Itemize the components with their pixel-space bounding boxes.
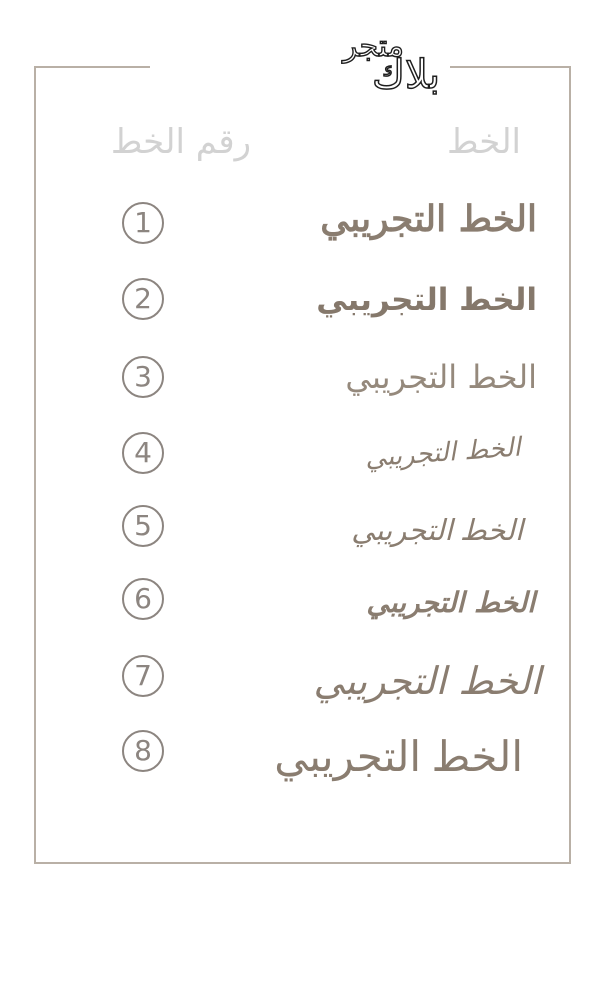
font-number-badge: 7 [122, 655, 164, 697]
logo-word-name: بلاك [372, 52, 440, 98]
font-sample-1: الخط التجريبي [320, 198, 537, 240]
font-sample-6: الخط التجريبي [366, 586, 535, 619]
font-sample-7: الخط التجريبي [313, 659, 541, 703]
font-number-badge: 2 [122, 278, 164, 320]
font-column-header: الخط [446, 122, 521, 162]
font-number-badge: 3 [122, 356, 164, 398]
font-number-badge: 1 [122, 202, 164, 244]
font-sample-4: الخط التجريبي [364, 432, 522, 474]
font-number-badge: 5 [122, 505, 164, 547]
store-logo [150, 28, 450, 96]
font-sample-3: الخط التجريبي [345, 358, 537, 396]
font-sample-2: الخط التجريبي [316, 282, 537, 318]
number-column-header: رقم الخط [110, 122, 251, 162]
font-number-badge: 6 [122, 578, 164, 620]
font-sample-5: الخط التجريبي [351, 515, 523, 547]
logo-word-store: متجر [342, 29, 404, 64]
font-number-badge: 8 [122, 730, 164, 772]
font-sample-8: الخط التجريبي [274, 735, 523, 781]
font-number-badge: 4 [122, 432, 164, 474]
